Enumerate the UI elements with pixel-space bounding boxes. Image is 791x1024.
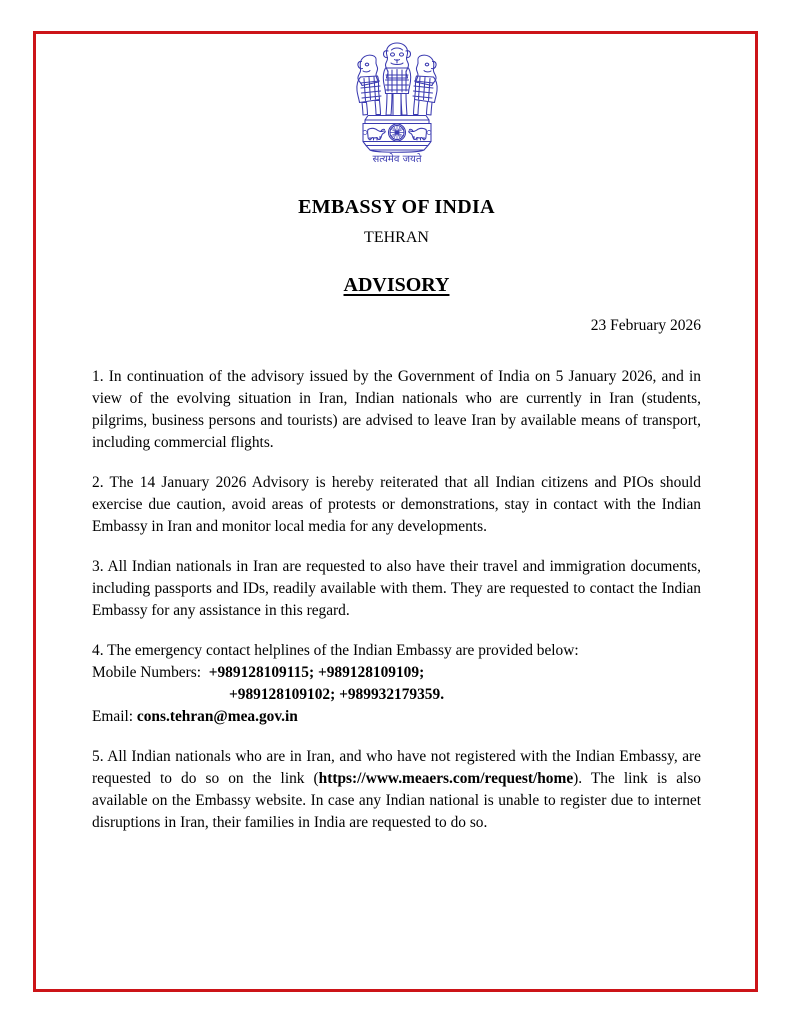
organization-city: TEHRAN [364,229,429,246]
paragraph-1: 1. In continuation of the advisory issued by the Government of India on 5 January 2026, and in view of the evolving situation in Iran, Indian nationals who are currently in Iran (students, pilgrims, business persons and tourists) are advised to leave Iran by available means of transport, including commercial flights. [92,367,701,451]
emblem-motto-text: सत्यमेव जयते [371,154,422,165]
mobile-numbers-row-2 [92,684,701,706]
document-date: 23 February 2026 [590,316,701,334]
mobile-numbers-label: Mobile Numbers: [92,663,202,681]
email-label: Email: [92,707,134,725]
mobile-numbers-value-2[interactable]: +989128109102; +989932179359. [229,685,445,703]
paragraph-3: 3. All Indian nationals in Iran are requested to also have their travel and immigration documents, including passports and IDs, readily available with them. They are requested to contact the Indian Embassy for any assistance in this regard. [92,557,701,619]
mobile-numbers-value-1[interactable]: +989128109115; +989128109109; [208,663,425,681]
mobile-numbers-row-1 [92,662,701,684]
paragraph-5-text-before-link: 5. All Indian nationals who are in Iran, and who have not registered with the Indian Embassy, are requested to do so on the link ( [92,747,701,787]
organization-title: EMBASSY OF INDIA [298,196,495,218]
email-row [92,706,701,728]
state-emblem-of-india-icon [345,38,449,180]
registration-link[interactable]: https://www.meaers.com/request/home [318,769,574,787]
emblem-container [92,31,701,180]
document-body [92,366,701,834]
paragraph-2: 2. The 14 January 2026 Advisory is hereby reiterated that all Indian citizens and PIOs should exercise due caution, avoid areas of protests or demonstrations, stay in contact with the Indian Embassy in Iran and monitor local media for any developments. [92,473,701,535]
document-title-text: ADVISORY [343,273,450,296]
paragraph-5 [92,746,701,834]
document-title [92,274,701,296]
paragraph-5-text-after-link: ). The link is also available on the Embassy website. In case any Indian national is unable to register due to internet disruptions in Iran, their families in India are requested to do so. [92,769,701,831]
paragraph-4-contacts [92,640,701,728]
email-value[interactable]: cons.tehran@mea.gov.in [136,707,298,725]
contacts-intro: 4. The emergency contact helplines of the Indian Embassy are provided below: [92,641,579,659]
document-content [92,31,701,834]
